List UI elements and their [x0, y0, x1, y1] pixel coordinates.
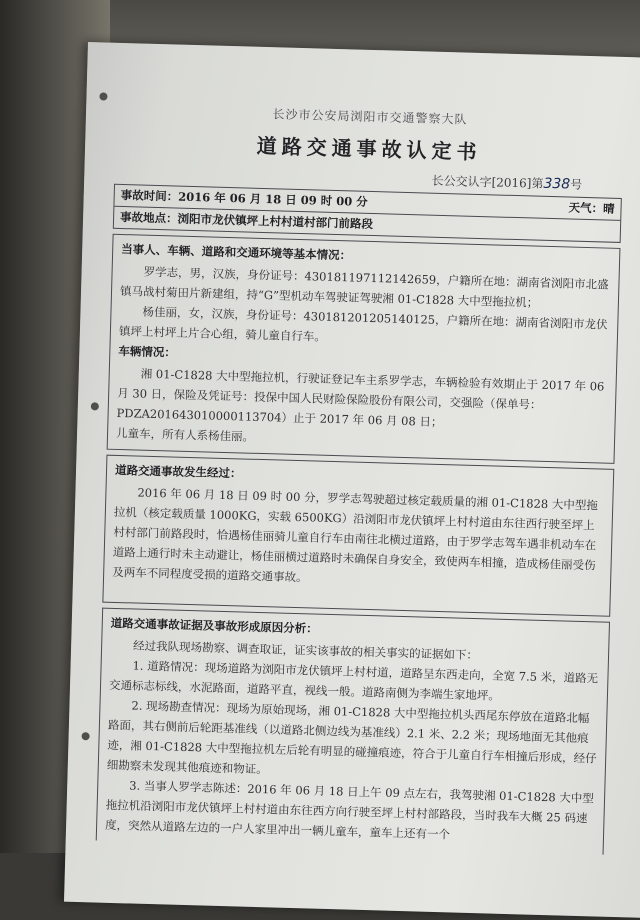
weather-value: 晴	[602, 201, 615, 216]
doc-number-prefix: 长公交认字[2016]第	[431, 173, 544, 191]
time-label: 事故时间：	[120, 187, 179, 204]
party-yang: 杨佳丽，女，汉族，身份证号：430181201205140125，户籍所在地：湖南省浏阳市龙伏镇坪上村坪上片合心组，骑儿童自行车。	[118, 304, 608, 344]
document-content	[96, 101, 624, 855]
evidence-intro: 经过我队现场勘察、调查取证，证实该事故的相关事实的证据如下：	[132, 638, 479, 663]
evidence-road: 1. 道路情况：现场道路为浏阳市龙伏镇坪上村村道，道路呈东西走向，全宽 7.5 米，道路无交通标志标线，水泥路面，道路平直，视线一般。道路南侧为李端生家地坪。	[108, 658, 599, 703]
issuing-agency: 长沙市公安局浏阳市交通警察大队	[272, 107, 468, 127]
vehicle-tractor: 湘 01-C1828 大中型拖拉机，行驶证登记车主系罗学志，车辆检验有效期止于 2017 年 06 月 30 日，保险及凭证号：投保中国人民财险保险股份有限公司，交强险（保单号：PDZA201643010000113704）止于 2017 年 06 月 08 日；	[116, 366, 605, 430]
doc-number-handwritten: 338	[543, 175, 571, 193]
evidence-scene: 2. 现场勘查情况：现场为原始现场，湘 01-C1828 大中型拖拉机头西尾东停放在道路北幅路面，其右侧前后轮距基准线（以道路北侧边线为基准线）2.1 米、2.2 米；现场地面无其他痕迹，湘 01-C1828 大中型拖拉机左后轮有明显的碰撞痕迹，符合于儿童自行车相撞后形成，经仔细勘察未发现其他痕迹和物证。	[106, 698, 597, 777]
document-page	[64, 42, 640, 919]
evidence-section	[97, 609, 609, 855]
time-value: 2016 年 06 月 18 日 09 时 00 分	[178, 189, 368, 209]
vehicle-bicycle: 儿童车，所有人系杨佳丽。	[115, 425, 255, 444]
accident-description: 2016 年 06 月 18 日 09 时 00 分，罗学志驾驶超过核定载质量的湘 01-C1828 大中型拖拉机（核定载质量 1000KG，实载 6500KG）沿浏阳市龙伏镇坪上村村道由东往西行驶至坪上村村部门前路段时，恰遇杨佳丽骑儿童自行车由南往北横过道路，由于罗学志驾车遇非机动车在道路上通行时未主动避让，杨佳丽横过道路时未确保自身安全，致使两车相撞，造成杨佳丽受伤及两车不同程度受损的道路交通事故。	[112, 485, 599, 585]
parties-heading: 当事人、车辆、道路和交通环境等基本情况：	[121, 242, 352, 263]
parties-box	[107, 234, 621, 464]
accident-box	[102, 455, 614, 617]
place-value: 浏阳市龙伏镇坪上村村道村部门前路段	[177, 211, 374, 232]
binding-hole	[91, 402, 99, 410]
binding-hole	[99, 92, 107, 100]
party-luo: 罗学志，男，汉族，身份证号：430181197112142659，户籍所在地：湖南省浏阳市北盛镇马战村菊田片新建组，持“G”型机动车驾驶证驾驶湘 01-C1828 大中型拖拉机；	[119, 264, 609, 310]
evidence-heading: 道路交通事故证据及事故形成原因分析：	[110, 615, 318, 636]
place-label: 事故地点：	[119, 209, 178, 226]
evidence-statement: 3. 当事人罗学志陈述：2016 年 06 月 18 日上午 09 点左右，我驾驶湘 01-C1828 大中型拖拉机沿浏阳市龙伏镇坪上村村道由东往西方向行驶至坪上村村部路段，当时我车大概 25 码速度，突然从道路左边的一户人家里冲出一辆儿童车，童车上还有一个	[104, 778, 595, 842]
parties-section	[108, 235, 620, 463]
incident-info-box	[113, 184, 622, 243]
vehicles-heading: 车辆情况：	[118, 343, 177, 360]
doc-number-suffix: 号	[569, 177, 583, 192]
binding-hole	[82, 732, 90, 740]
evidence-box	[96, 608, 610, 855]
accident-heading: 道路交通事故发生经过：	[114, 462, 242, 481]
weather-label: 天气：	[568, 200, 604, 216]
document-title: 道路交通事故认定书	[256, 133, 482, 165]
accident-section	[103, 456, 613, 616]
